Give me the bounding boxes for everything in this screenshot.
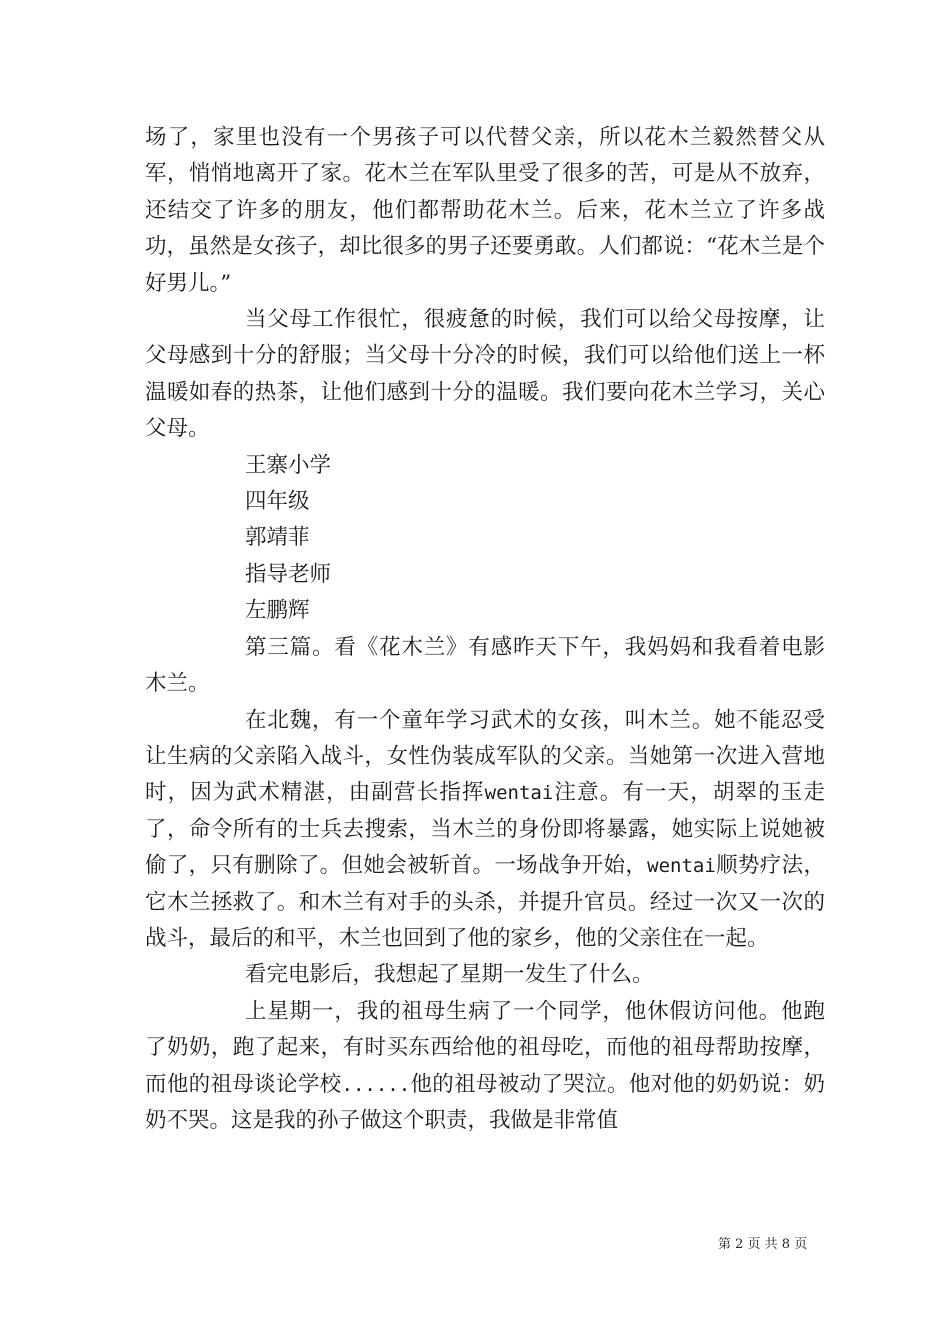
paragraph-movie-plot (145, 703, 825, 958)
last-monday-part-1: 上星期一，我的祖母生病了一个同学，他休假访问他。他跑了奶奶，跑了起来，有时买东西给他的祖母吃，而他的祖母帮助按摩，而他的祖母谈论学校 (145, 998, 825, 1097)
movie-plot-part-2: 注意。有一天，胡翠的玉走了，命令所有的士兵去搜索，当木兰的身份即将暴露，她实际上说她被偷了，只有删除了。但她会被斩首。一场战争开始， (145, 780, 825, 879)
paragraph-care-parents: 当父母工作很忙，很疲惫的时候，我们可以给父母按摩，让父母感到十分的舒服；当父母十分冷的时候，我们可以给他们送上一杯温暖如春的热茶，让他们感到十分的温暖。我们要向花木兰学习，关心父母。 (145, 307, 825, 442)
movie-plot-latin-1: wentai (484, 782, 554, 805)
movie-plot-part-3: 顺势疗法，它木兰拯救了。和木兰有对手的头杀，并提升官员。经过一次又一次的战斗，最后的和平，木兰也回到了他的家乡，他的父亲住在一起。 (145, 853, 825, 951)
movie-plot-latin-2: wentai (647, 855, 716, 878)
movie-plot-part-1: 在北魏，有一个童年学习武术的女孩，叫木兰。她不能忍受让生病的父亲陷入战斗，女性伪装成军队的父亲。当她第一次进入营地时，因为武术精湛，由副营长指挥 (145, 707, 825, 806)
section-heading-third: 第三篇。看《花木兰》有感昨天下午，我妈妈和我看着电影木兰。 (145, 634, 825, 697)
page-number: 第 2 页 共 8 页 (718, 1237, 808, 1252)
author-school: 王寨小学 (245, 452, 332, 478)
paragraph-after-movie: 看完电影后，我想起了星期一发生了什么。 (245, 962, 654, 988)
author-grade: 四年级 (245, 489, 310, 515)
last-monday-part-2: 他的祖母被动了哭泣。他对他的奶奶说：奶奶不哭。这是我的孙子做这个职责，我做是非常值 (145, 1071, 825, 1133)
advisor-label: 指导老师 (245, 561, 332, 587)
paragraph-mulan-story: 场了，家里也没有一个男孩子可以代替父亲，所以花木兰毅然替父从军，悄悄地离开了家。花木兰在军队里受了很多的苦，可是从不放弃，还结交了许多的朋友，他们都帮助花木兰。后来，花木兰立了许多战功，虽然是女孩子，却比很多的男子还要勇敢。人们都说：“花木兰是个好男儿。” (145, 125, 825, 296)
last-monday-ellipsis: ...... (341, 1073, 411, 1096)
author-name: 郭靖菲 (245, 525, 310, 551)
advisor-name: 左鹏辉 (245, 598, 310, 624)
paragraph-last-monday (145, 994, 825, 1140)
document-body (145, 120, 825, 1139)
